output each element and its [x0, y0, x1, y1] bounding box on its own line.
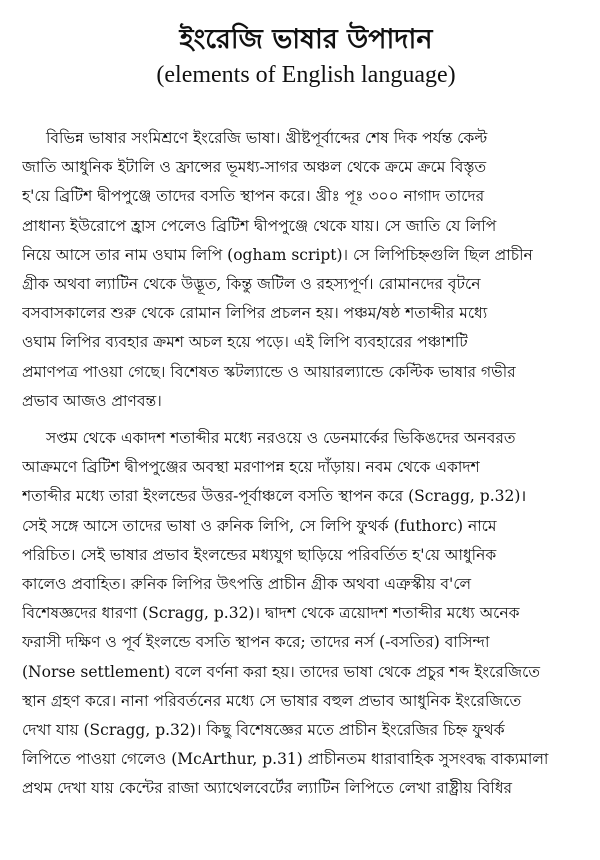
text-line: প্রমাণপত্র পাওয়া গেছে। বিশেষত স্কটল্যান্ডে ও আয়ারল্যান্ডে কেল্টিক ভাষার গভীর	[22, 362, 516, 381]
text-line: নিয়ে আসে তার নাম ওঘাম লিপি (ogham script)। সে লিপিচিহ্নগুলি ছিল প্রাচীন	[22, 245, 533, 264]
text-line: সপ্তম থেকে একাদশ শতাব্দীর মধ্যে নরওয়ে ও ডেনমার্কের ভিকিঙদের অনবরত	[46, 429, 516, 448]
text-line: দেখা যায় (Scragg, p.32)। কিছু বিশেষজ্ঞের মতে প্রাচীন ইংরেজির চিহ্ন ফুথর্ক	[22, 721, 505, 740]
text-line: (Norse settlement) বলে বর্ণনা করা হয়। তাদের ভাষা থেকে প্রচুর শব্দ ইংরেজিতে	[22, 662, 541, 681]
text-line: জাতি আধুনিক ইটালি ও ফ্রান্সের ভূমধ্য-সাগর অঞ্চল থেকে ক্রমে ক্রমে বিস্তৃত	[22, 158, 487, 177]
text-line: ফরাসী দক্ষিণ ও পূর্ব ইংলন্ডে বসতি স্থাপন করে; তাদের নর্স (-বসতির) বাসিন্দা	[22, 633, 490, 652]
text-line: স্থান গ্রহণ করে। নানা পরিবর্তনের মধ্যে সে ভাষার বহুল প্রভাব আধুনিক ইংরেজিতে	[22, 691, 522, 710]
text-line: কালেও প্রবাহিত। রুনিক লিপির উৎপত্তি প্রাচীন গ্রীক অথবা এত্রুস্কীয় ব'লে	[22, 575, 472, 594]
text-line: পরিচিত। সেই ভাষার প্রভাব ইংলন্ডের মধ্যযুগ ছাড়িয়ে পরিবর্তিত হ'য়ে আধুনিক	[22, 545, 497, 564]
page-title: ইংরেজি ভাষার উপাদান	[179, 24, 433, 55]
text-line: গ্রীক অথবা ল্যাটিন থেকে উদ্ভূত, কিন্তু জটিল ও রহস্যপূর্ণ। রোমানদের বৃটনে	[22, 275, 481, 294]
paragraph-1	[22, 124, 590, 416]
page-subtitle: (elements of English language)	[156, 62, 456, 88]
text-line: লিপিতে পাওয়া গেলেও (McArthur, p.31) প্রাচীনতম ধারাবাহিক সুসংবদ্ধ বাক্যমালা	[22, 750, 549, 769]
text-line: শতাব্দীর মধ্যে তারা ইংলন্ডের উত্তর-পূর্বাঞ্চলে বসতি স্থাপন করে (Scragg, p.32)।	[22, 487, 527, 506]
text-line: আক্রমণে ব্রিটিশ দ্বীপপুঞ্জের অবস্থা মরণাপন্ন হয়ে দাঁড়ায়। নবম থেকে একাদশ	[22, 458, 480, 477]
text-line: ওঘাম লিপির ব্যবহার ক্রমশ অচল হয়ে পড়ে। এই লিপি ব্যবহারের পঞ্চাশটি	[22, 333, 468, 352]
paragraph-2	[22, 424, 590, 804]
text-line: বসবাসকালের শুরু থেকে রোমান লিপির প্রচলন হয়। পঞ্চম/ষষ্ঠ শতাব্দীর মধ্যে	[22, 304, 488, 323]
text-line: প্রাধান্য ইউরোপে হ্রাস পেলেও ব্রিটিশ দ্বীপপুঞ্জে থেকে যায়। সে জাতি যে লিপি	[22, 216, 497, 235]
text-line: প্রভাব আজও প্রাণবন্ত।	[22, 391, 162, 410]
text-line: সেই সঙ্গে আসে তাদের ভাষা ও রুনিক লিপি, সে লিপি ফুথর্ক (futhorc) নামে	[22, 516, 497, 535]
text-line: হ'য়ে ব্রিটিশ দ্বীপপুঞ্জে তাদের বসতি স্থাপন করে। খ্রীঃ পূঃ ৩০০ নাগাদ তাদের	[22, 187, 485, 206]
text-line: বিশেষজ্ঞদের ধারণা (Scragg, p.32)। দ্বাদশ থেকে ত্রয়োদশ শতাব্দীর মধ্যে অনেক	[22, 604, 520, 623]
text-line: প্রথম দেখা যায় কেন্টের রাজা অ্যাথেলবের্টের ল্যাটিন লিপিতে লেখা রাষ্ট্রীয় বিধির	[22, 779, 513, 798]
text-line: বিভিন্ন ভাষার সংমিশ্রণে ইংরেজি ভাষা। খ্রীষ্টপূর্বাব্দের শেষ দিক পর্যন্ত কেল্ট	[46, 129, 488, 147]
